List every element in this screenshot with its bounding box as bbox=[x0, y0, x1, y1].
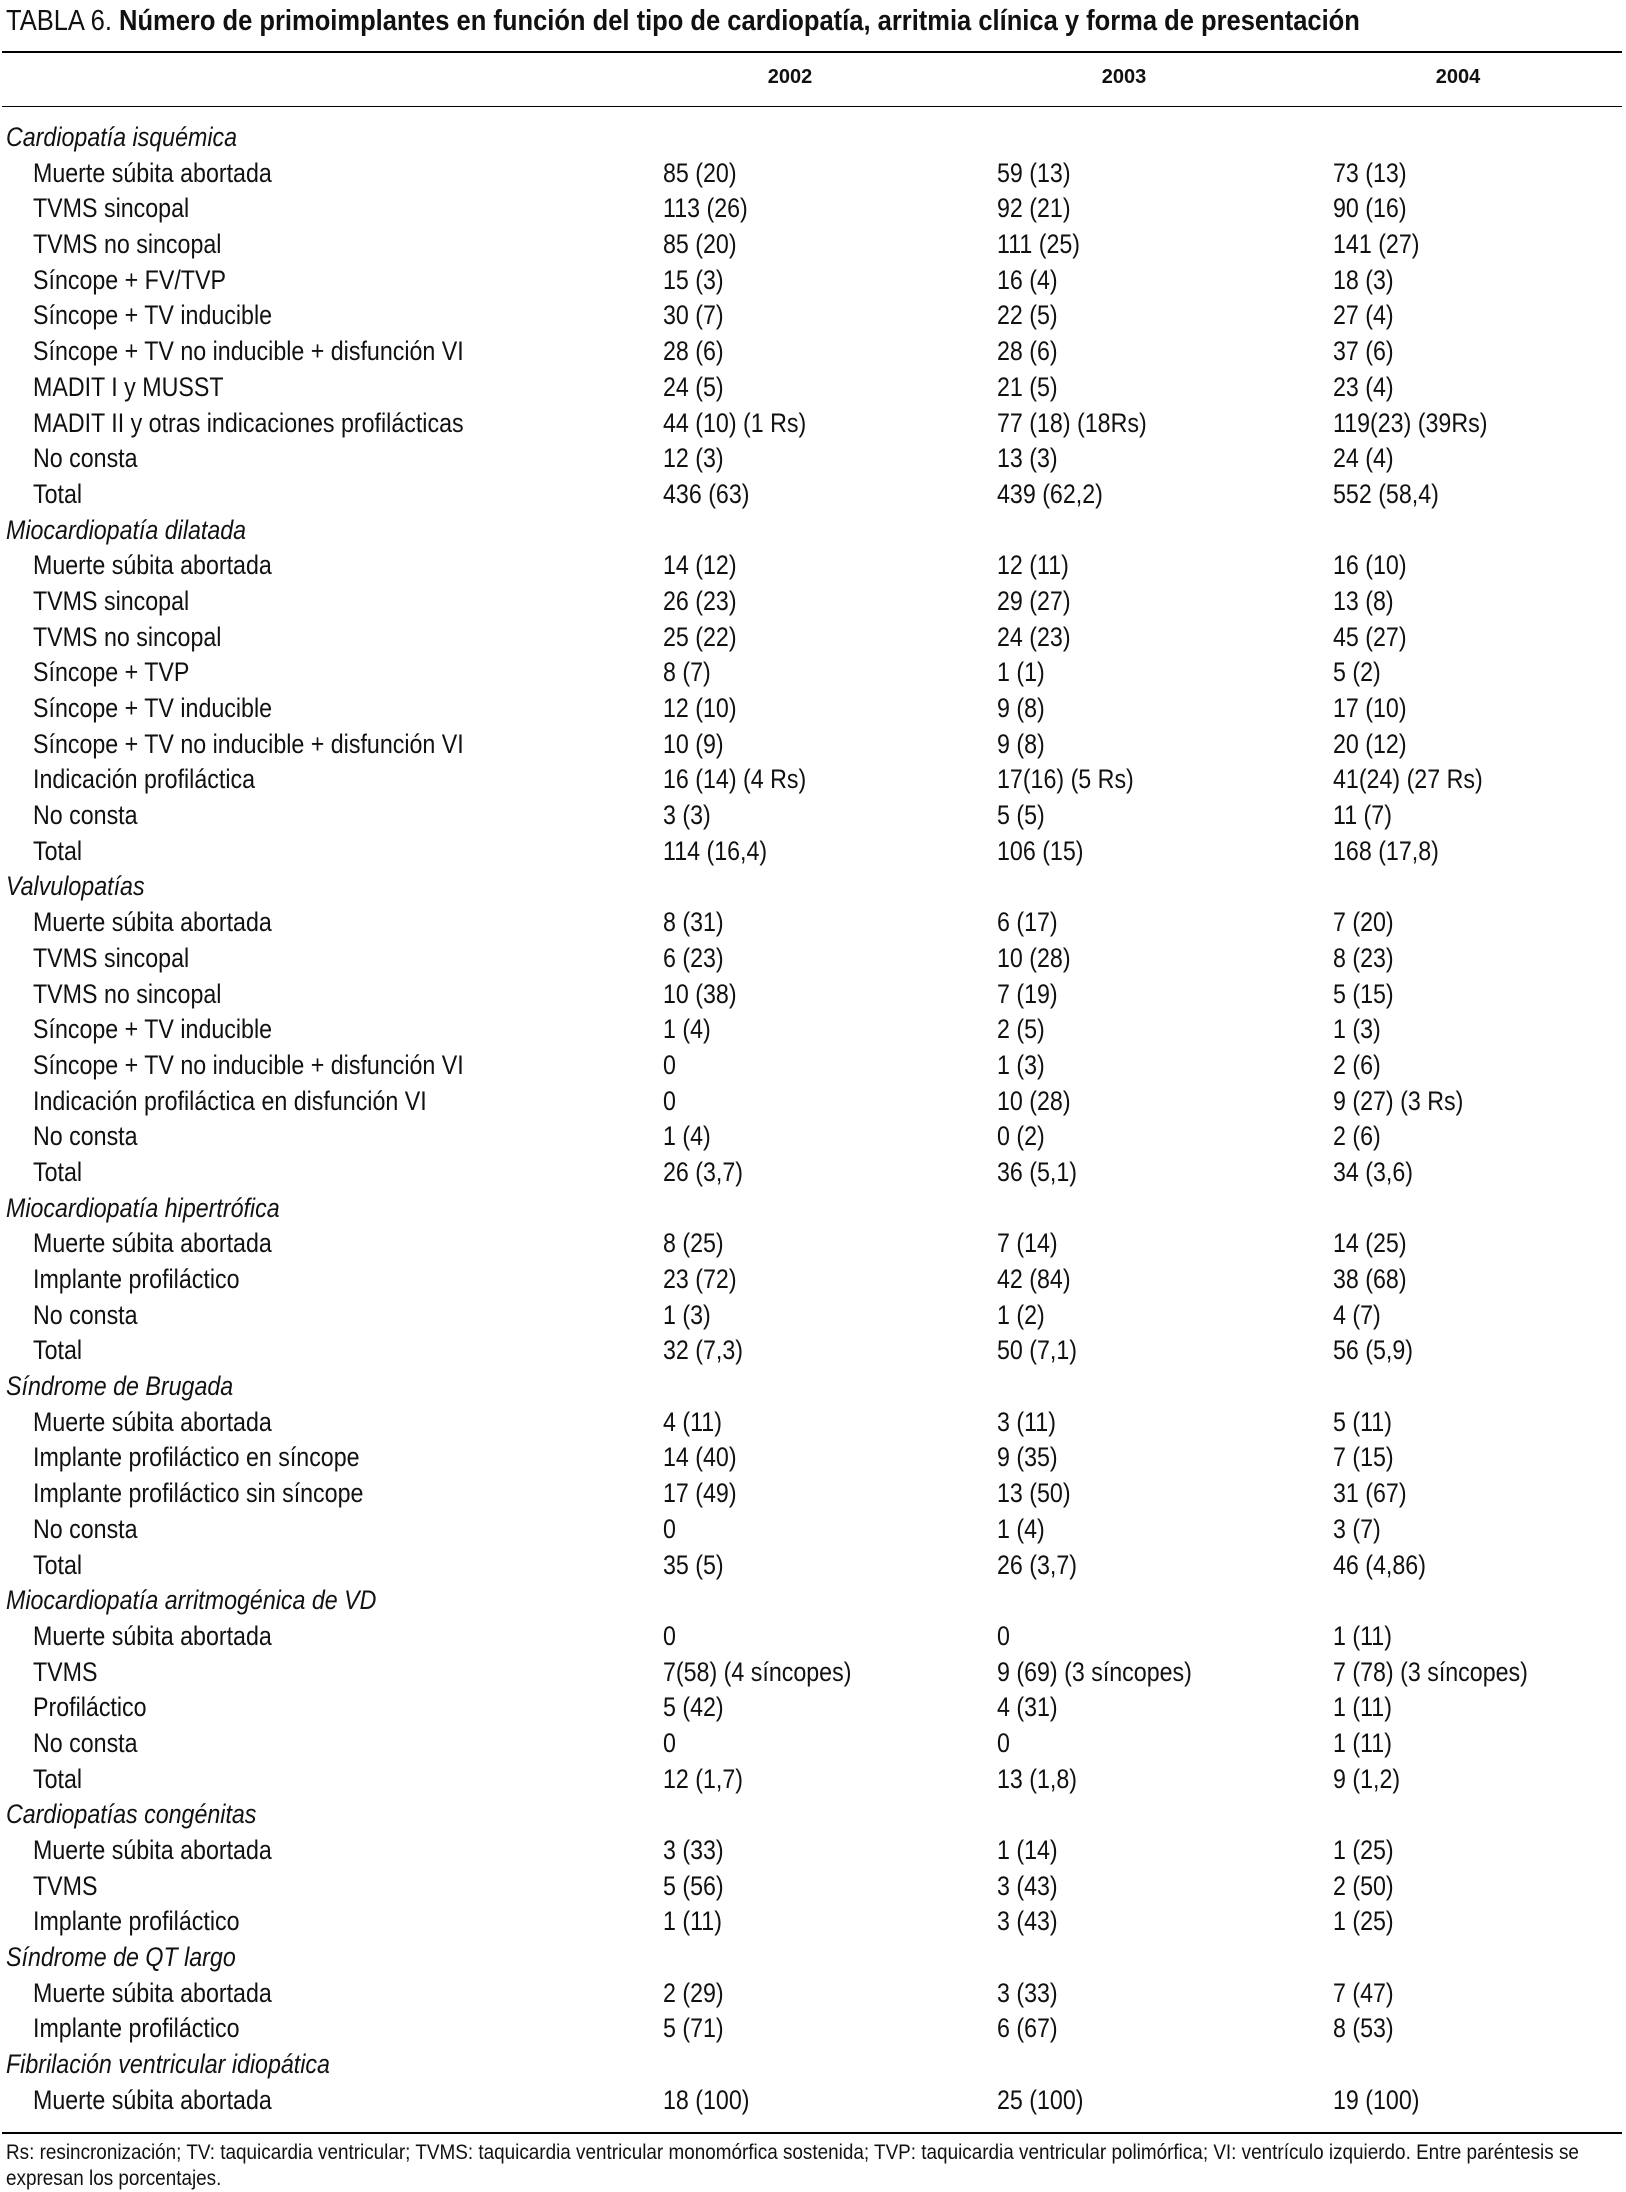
cell-2003: 0 bbox=[997, 1727, 1010, 1758]
cell-2004: 16 (10) bbox=[1333, 550, 1407, 581]
cell-2003: 92 (21) bbox=[997, 193, 1071, 224]
cell-2003: 3 (43) bbox=[997, 1870, 1058, 1901]
cell-2003: 9 (8) bbox=[997, 728, 1045, 759]
cell-2002: 15 (3) bbox=[663, 264, 724, 295]
cell-2002: 32 (7,3) bbox=[663, 1335, 744, 1366]
row-label: Muerte súbita abortada bbox=[33, 1620, 272, 1651]
cell-2003: 22 (5) bbox=[997, 300, 1058, 331]
cell-2004: 2 (6) bbox=[1333, 1121, 1381, 1152]
row-label: Síncope + TV no inducible + disfunción VI bbox=[33, 1049, 464, 1080]
cell-2004: 9 (1,2) bbox=[1333, 1763, 1401, 1794]
row-label: Total bbox=[33, 1335, 83, 1366]
cell-2004: 38 (68) bbox=[1333, 1264, 1407, 1294]
table-row bbox=[0, 1904, 1626, 1940]
cell-2004: 18 (3) bbox=[1333, 264, 1394, 295]
category-label: Miocardiopatía arritmogénica de VD bbox=[6, 1585, 377, 1616]
table-row bbox=[0, 441, 1626, 477]
table-footnote: Rs: resincronización; TV: taquicardia ventricular; TVMS: taquicardia ventricular monomórfica sostenida; TVP: taquicardia ventricular polimórfica; VI: ventrículo izquierdo. Entre paréntesis se expresan los porcentajes. bbox=[6, 2141, 1579, 2190]
cell-2002: 113 (26) bbox=[663, 193, 748, 224]
cell-2003: 50 (7,1) bbox=[997, 1335, 1078, 1366]
table-row bbox=[0, 1548, 1626, 1584]
table-row bbox=[0, 1084, 1626, 1120]
cell-2003: 25 (100) bbox=[997, 2084, 1084, 2115]
cell-2004: 56 (5,9) bbox=[1333, 1335, 1414, 1366]
table-row bbox=[0, 1476, 1626, 1512]
table-row bbox=[0, 1976, 1626, 2012]
column-header-2003: 2003 bbox=[1101, 66, 1147, 88]
cell-2002: 35 (5) bbox=[663, 1549, 724, 1580]
table-row bbox=[0, 1048, 1626, 1084]
cell-2003: 17(16) (5 Rs) bbox=[997, 764, 1134, 795]
cell-2004: 41(24) (27 Rs) bbox=[1333, 764, 1483, 795]
row-label: Implante profiláctico en síncope bbox=[33, 1442, 360, 1473]
table-body bbox=[0, 120, 1626, 2119]
category-label: Cardiopatías congénitas bbox=[6, 1799, 257, 1830]
cell-2004: 1 (11) bbox=[1333, 1727, 1392, 1758]
cell-2002: 0 bbox=[663, 1513, 676, 1544]
cell-2003: 6 (67) bbox=[997, 2013, 1058, 2044]
row-label: No consta bbox=[33, 800, 138, 831]
cell-2004: 1 (25) bbox=[1333, 1906, 1394, 1937]
column-header-2002: 2002 bbox=[767, 66, 813, 88]
row-label: Total bbox=[33, 835, 83, 866]
table-row bbox=[0, 977, 1626, 1013]
row-label: Muerte súbita abortada bbox=[33, 1977, 272, 2008]
row-label: TVMS sincopal bbox=[33, 585, 190, 616]
category-label: Miocardiopatía dilatada bbox=[6, 514, 247, 545]
table-row bbox=[0, 1512, 1626, 1548]
table-row bbox=[0, 1619, 1626, 1655]
table-row bbox=[0, 1298, 1626, 1334]
cell-2004: 119(23) (39Rs) bbox=[1333, 407, 1488, 438]
row-label: Indicación profiláctica en disfunción VI bbox=[33, 1085, 427, 1116]
cell-2003: 3 (11) bbox=[997, 1406, 1056, 1437]
cell-2003: 28 (6) bbox=[997, 336, 1058, 367]
table-row bbox=[0, 798, 1626, 834]
table-row bbox=[0, 1405, 1626, 1441]
row-label: Muerte súbita abortada bbox=[33, 1406, 272, 1437]
cell-2002: 44 (10) (1 Rs) bbox=[663, 407, 807, 438]
table-row bbox=[0, 941, 1626, 977]
cell-2004: 46 (4,86) bbox=[1333, 1549, 1426, 1580]
table-row bbox=[0, 905, 1626, 941]
row-label: Total bbox=[33, 1156, 83, 1187]
category-row bbox=[0, 1940, 1626, 1976]
cell-2003: 1 (2) bbox=[997, 1299, 1045, 1330]
cell-2004: 13 (8) bbox=[1333, 585, 1394, 616]
category-label: Síndrome de Brugada bbox=[6, 1371, 234, 1402]
cell-2003: 3 (33) bbox=[997, 1977, 1058, 2008]
cell-2002: 7(58) (4 síncopes) bbox=[663, 1656, 852, 1687]
table-title-label: TABLA 6. bbox=[6, 5, 112, 37]
cell-2002: 8 (25) bbox=[663, 1228, 724, 1259]
table-row bbox=[0, 584, 1626, 620]
table-row bbox=[0, 1833, 1626, 1869]
cell-2004: 27 (4) bbox=[1333, 300, 1394, 331]
cell-2004: 45 (27) bbox=[1333, 621, 1407, 652]
table-row bbox=[0, 1226, 1626, 1262]
cell-2004: 8 (23) bbox=[1333, 942, 1394, 973]
cell-2004: 37 (6) bbox=[1333, 336, 1394, 367]
cell-2002: 14 (40) bbox=[663, 1442, 737, 1473]
column-header-2004: 2004 bbox=[1435, 66, 1481, 88]
cell-2004: 11 (7) bbox=[1333, 800, 1392, 831]
cell-2002: 3 (3) bbox=[663, 800, 711, 831]
cell-2003: 16 (4) bbox=[997, 264, 1058, 295]
cell-2004: 1 (25) bbox=[1333, 1835, 1394, 1865]
cell-2002: 26 (3,7) bbox=[663, 1156, 744, 1187]
row-label: Implante profiláctico bbox=[33, 1906, 240, 1937]
table-row bbox=[0, 1012, 1626, 1048]
category-row bbox=[0, 513, 1626, 549]
cell-2002: 24 (5) bbox=[663, 371, 724, 402]
cell-2002: 26 (23) bbox=[663, 585, 737, 616]
row-label: MADIT I y MUSST bbox=[33, 371, 224, 402]
row-label: TVMS bbox=[33, 1870, 98, 1901]
cell-2002: 1 (4) bbox=[663, 1121, 711, 1152]
table-row bbox=[0, 1655, 1626, 1691]
cell-2004: 5 (11) bbox=[1333, 1406, 1392, 1437]
row-label: Implante profiláctico sin síncope bbox=[33, 1478, 364, 1509]
table-row bbox=[0, 1119, 1626, 1155]
row-label: No consta bbox=[33, 1299, 138, 1330]
cell-2002: 25 (22) bbox=[663, 621, 737, 652]
cell-2003: 1 (3) bbox=[997, 1049, 1045, 1080]
cell-2004: 7 (20) bbox=[1333, 907, 1394, 938]
cell-2004: 1 (11) bbox=[1333, 1620, 1392, 1651]
header-rule bbox=[2, 106, 1622, 107]
category-row bbox=[0, 1583, 1626, 1619]
table-row bbox=[0, 1726, 1626, 1762]
cell-2003: 29 (27) bbox=[997, 585, 1071, 616]
cell-2004: 5 (2) bbox=[1333, 657, 1381, 688]
table-row bbox=[0, 334, 1626, 370]
table-row bbox=[0, 370, 1626, 406]
cell-2003: 42 (84) bbox=[997, 1264, 1071, 1294]
row-label: No consta bbox=[33, 443, 138, 474]
cell-2002: 30 (7) bbox=[663, 300, 724, 331]
row-label: TVMS bbox=[33, 1656, 98, 1687]
table-row bbox=[0, 156, 1626, 192]
cell-2003: 1 (4) bbox=[997, 1513, 1045, 1544]
cell-2004: 2 (6) bbox=[1333, 1049, 1381, 1080]
cell-2004: 2 (50) bbox=[1333, 1870, 1394, 1901]
cell-2003: 6 (17) bbox=[997, 907, 1058, 938]
table-row bbox=[0, 298, 1626, 334]
cell-2003: 7 (14) bbox=[997, 1228, 1058, 1259]
cell-2003: 106 (15) bbox=[997, 835, 1084, 866]
cell-2002: 10 (38) bbox=[663, 978, 737, 1009]
cell-2002: 28 (6) bbox=[663, 336, 724, 367]
category-row bbox=[0, 1369, 1626, 1405]
row-label: TVMS no sincopal bbox=[33, 621, 222, 652]
cell-2004: 1 (3) bbox=[1333, 1014, 1381, 1045]
cell-2003: 3 (43) bbox=[997, 1906, 1058, 1937]
cell-2004: 8 (53) bbox=[1333, 2013, 1394, 2044]
cell-2003: 12 (11) bbox=[997, 550, 1069, 581]
cell-2002: 10 (9) bbox=[663, 728, 724, 759]
cell-2002: 14 (12) bbox=[663, 550, 737, 581]
row-label: Muerte súbita abortada bbox=[33, 2084, 272, 2115]
cell-2003: 1 (1) bbox=[997, 657, 1045, 688]
category-row bbox=[0, 869, 1626, 905]
cell-2004: 90 (16) bbox=[1333, 193, 1407, 224]
cell-2003: 13 (1,8) bbox=[997, 1763, 1078, 1794]
cell-2003: 24 (23) bbox=[997, 621, 1071, 652]
cell-2004: 34 (3,6) bbox=[1333, 1156, 1414, 1187]
cell-2002: 114 (16,4) bbox=[663, 835, 768, 866]
table-row bbox=[0, 263, 1626, 299]
cell-2003: 9 (8) bbox=[997, 693, 1045, 723]
cell-2002: 2 (29) bbox=[663, 1977, 724, 2008]
row-label: MADIT II y otras indicaciones profilácticas bbox=[33, 407, 464, 438]
category-label: Cardiopatía isquémica bbox=[6, 122, 238, 152]
cell-2002: 0 bbox=[663, 1727, 676, 1758]
row-label: Muerte súbita abortada bbox=[33, 157, 272, 188]
category-label: Síndrome de QT largo bbox=[6, 1942, 236, 1973]
cell-2004: 7 (78) (3 síncopes) bbox=[1333, 1656, 1528, 1687]
cell-2002: 23 (72) bbox=[663, 1264, 737, 1294]
row-label: Muerte súbita abortada bbox=[33, 1835, 272, 1865]
cell-2002: 5 (56) bbox=[663, 1870, 724, 1901]
category-row bbox=[0, 1191, 1626, 1227]
cell-2003: 1 (14) bbox=[997, 1835, 1058, 1865]
cell-2003: 10 (28) bbox=[997, 1085, 1071, 1116]
cell-2004: 24 (4) bbox=[1333, 443, 1394, 474]
row-label: Síncope + TV inducible bbox=[33, 1014, 273, 1045]
row-label: Síncope + FV/TVP bbox=[33, 264, 226, 295]
row-label: Síncope + TV inducible bbox=[33, 300, 273, 331]
cell-2004: 5 (15) bbox=[1333, 978, 1394, 1009]
cell-2004: 552 (58,4) bbox=[1333, 478, 1439, 509]
cell-2003: 439 (62,2) bbox=[997, 478, 1103, 509]
cell-2002: 16 (14) (4 Rs) bbox=[663, 764, 807, 795]
table-row bbox=[0, 691, 1626, 727]
cell-2003: 59 (13) bbox=[997, 157, 1071, 188]
cell-2004: 7 (15) bbox=[1333, 1442, 1394, 1473]
table-row bbox=[0, 1869, 1626, 1905]
category-label: Fibrilación ventricular idiopática bbox=[6, 2049, 330, 2080]
row-label: Síncope + TV inducible bbox=[33, 693, 273, 723]
cell-2003: 10 (28) bbox=[997, 942, 1071, 973]
table-row bbox=[0, 655, 1626, 691]
row-label: No consta bbox=[33, 1121, 138, 1152]
table-row bbox=[0, 620, 1626, 656]
table-row bbox=[0, 1155, 1626, 1191]
cell-2002: 12 (3) bbox=[663, 443, 724, 474]
category-row bbox=[0, 2047, 1626, 2083]
row-label: Síncope + TV no inducible + disfunción VI bbox=[33, 336, 464, 367]
table-row bbox=[0, 834, 1626, 870]
row-label: TVMS sincopal bbox=[33, 942, 190, 973]
cell-2002: 5 (71) bbox=[663, 2013, 724, 2044]
row-label: Indicación profiláctica bbox=[33, 764, 256, 795]
cell-2002: 0 bbox=[663, 1620, 676, 1651]
row-label: TVMS no sincopal bbox=[33, 229, 222, 260]
cell-2003: 21 (5) bbox=[997, 371, 1058, 402]
table-row bbox=[0, 762, 1626, 798]
row-label: No consta bbox=[33, 1727, 138, 1758]
row-label: Profiláctico bbox=[33, 1692, 147, 1723]
cell-2004: 31 (67) bbox=[1333, 1478, 1407, 1509]
row-label: Total bbox=[33, 1763, 83, 1794]
table-row bbox=[0, 2083, 1626, 2119]
row-label: Muerte súbita abortada bbox=[33, 907, 272, 938]
top-rule bbox=[2, 51, 1622, 53]
cell-2002: 12 (10) bbox=[663, 693, 737, 723]
table-row bbox=[0, 191, 1626, 227]
cell-2002: 6 (23) bbox=[663, 942, 724, 973]
cell-2002: 0 bbox=[663, 1049, 676, 1080]
cell-2003: 5 (5) bbox=[997, 800, 1045, 831]
row-label: Total bbox=[33, 1549, 83, 1580]
cell-2002: 4 (11) bbox=[663, 1406, 722, 1437]
cell-2002: 0 bbox=[663, 1085, 676, 1116]
cell-2004: 23 (4) bbox=[1333, 371, 1394, 402]
cell-2003: 2 (5) bbox=[997, 1014, 1045, 1045]
table-title-text: Número de primoimplantes en función del tipo de cardiopatía, arritmia clínica y forma de presentación bbox=[119, 5, 1360, 37]
cell-2004: 19 (100) bbox=[1333, 2084, 1420, 2115]
cell-2002: 5 (42) bbox=[663, 1692, 724, 1723]
row-label: Síncope + TVP bbox=[33, 657, 190, 688]
cell-2003: 26 (3,7) bbox=[997, 1549, 1078, 1580]
cell-2003: 0 bbox=[997, 1620, 1010, 1651]
table-row bbox=[0, 1262, 1626, 1298]
table-row bbox=[0, 1333, 1626, 1369]
cell-2003: 111 (25) bbox=[997, 229, 1081, 260]
cell-2002: 85 (20) bbox=[663, 229, 737, 260]
cell-2003: 0 (2) bbox=[997, 1121, 1045, 1152]
bottom-rule bbox=[2, 2132, 1622, 2134]
cell-2003: 13 (50) bbox=[997, 1478, 1071, 1509]
cell-2004: 3 (7) bbox=[1333, 1513, 1381, 1544]
cell-2003: 13 (3) bbox=[997, 443, 1058, 474]
cell-2004: 9 (27) (3 Rs) bbox=[1333, 1085, 1464, 1116]
row-label: No consta bbox=[33, 1513, 138, 1544]
cell-2003: 77 (18) (18Rs) bbox=[997, 407, 1147, 438]
table-row bbox=[0, 406, 1626, 442]
table-row bbox=[0, 1762, 1626, 1798]
row-label: Muerte súbita abortada bbox=[33, 550, 272, 581]
row-label: Síncope + TV no inducible + disfunción VI bbox=[33, 728, 464, 759]
cell-2003: 9 (35) bbox=[997, 1442, 1058, 1473]
cell-2002: 8 (31) bbox=[663, 907, 724, 938]
row-label: Implante profiláctico bbox=[33, 1264, 240, 1294]
cell-2003: 9 (69) (3 síncopes) bbox=[997, 1656, 1192, 1687]
cell-2002: 85 (20) bbox=[663, 157, 737, 188]
cell-2004: 4 (7) bbox=[1333, 1299, 1381, 1330]
cell-2004: 20 (12) bbox=[1333, 728, 1407, 759]
cell-2003: 7 (19) bbox=[997, 978, 1058, 1009]
row-label: Total bbox=[33, 478, 83, 509]
table-row bbox=[0, 477, 1626, 513]
cell-2002: 3 (33) bbox=[663, 1835, 724, 1865]
cell-2004: 168 (17,8) bbox=[1333, 835, 1439, 866]
cell-2004: 17 (10) bbox=[1333, 693, 1407, 723]
table-row bbox=[0, 227, 1626, 263]
cell-2002: 8 (7) bbox=[663, 657, 711, 688]
row-label: Implante profiláctico bbox=[33, 2013, 240, 2044]
cell-2004: 14 (25) bbox=[1333, 1228, 1407, 1259]
cell-2002: 436 (63) bbox=[663, 478, 750, 509]
table-row bbox=[0, 1440, 1626, 1476]
cell-2004: 7 (47) bbox=[1333, 1977, 1394, 2008]
table-row bbox=[0, 727, 1626, 763]
row-label: TVMS no sincopal bbox=[33, 978, 222, 1009]
cell-2002: 17 (49) bbox=[663, 1478, 737, 1509]
cell-2003: 36 (5,1) bbox=[997, 1156, 1078, 1187]
table-row bbox=[0, 2011, 1626, 2047]
cell-2004: 1 (11) bbox=[1333, 1692, 1392, 1723]
table-title bbox=[6, 4, 1425, 38]
cell-2003: 4 (31) bbox=[997, 1692, 1058, 1723]
table-row bbox=[0, 548, 1626, 584]
cell-2004: 141 (27) bbox=[1333, 229, 1420, 260]
category-row bbox=[0, 120, 1626, 156]
category-label: Valvulopatías bbox=[6, 871, 145, 902]
cell-2002: 1 (11) bbox=[663, 1906, 722, 1937]
table-row bbox=[0, 1690, 1626, 1726]
row-label: TVMS sincopal bbox=[33, 193, 190, 224]
category-label: Miocardiopatía hipertrófica bbox=[6, 1192, 280, 1223]
cell-2004: 73 (13) bbox=[1333, 157, 1407, 188]
cell-2002: 18 (100) bbox=[663, 2084, 750, 2115]
cell-2002: 1 (3) bbox=[663, 1299, 711, 1330]
category-row bbox=[0, 1797, 1626, 1833]
cell-2002: 12 (1,7) bbox=[663, 1763, 744, 1794]
row-label: Muerte súbita abortada bbox=[33, 1228, 272, 1259]
cell-2002: 1 (4) bbox=[663, 1014, 711, 1045]
